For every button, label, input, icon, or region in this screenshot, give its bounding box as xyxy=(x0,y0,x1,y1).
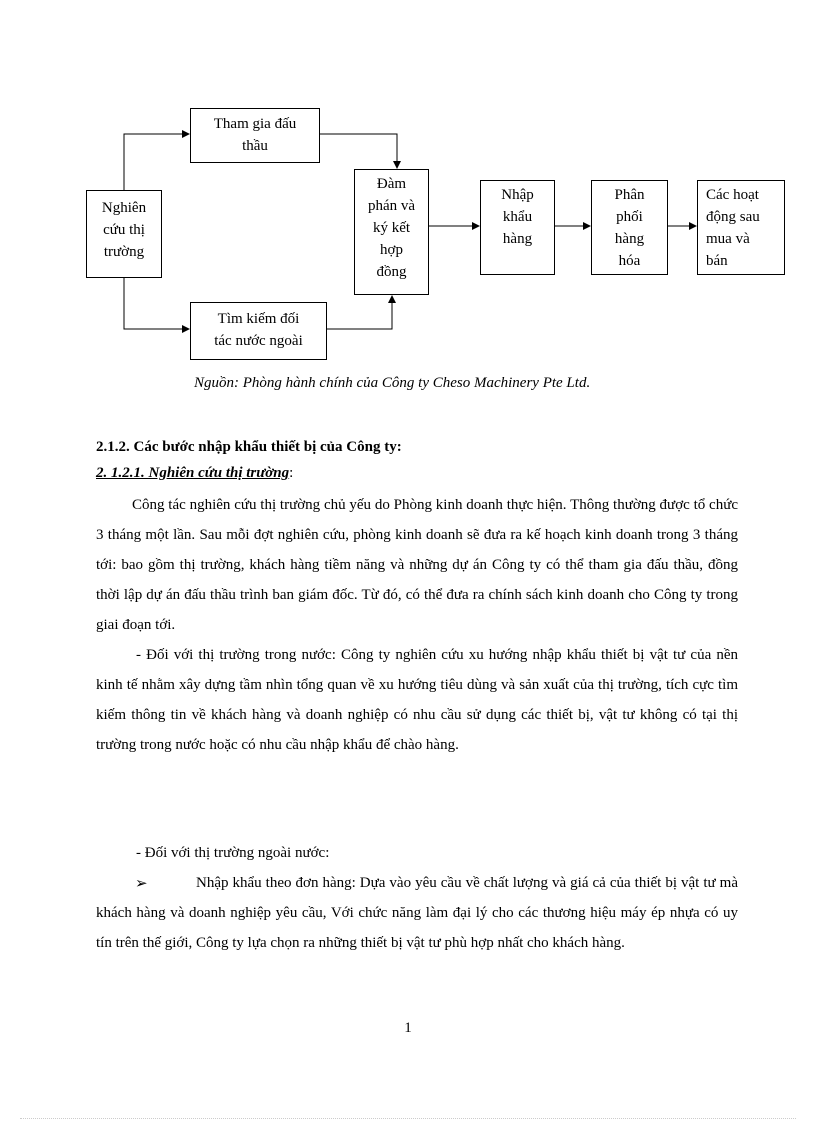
box-after-sales: Các hoạt động sau mua và bán xyxy=(697,180,785,275)
section-heading: 2.1.2. Các bước nhập khẩu thiết bị của Công ty: xyxy=(96,439,402,455)
page-number: 1 xyxy=(404,1020,412,1036)
box-import-goods: Nhập khẩu hàng xyxy=(480,180,555,275)
subsection-heading-colon: : xyxy=(289,465,294,481)
subsection-heading-text: 2. 1.2.1. Nghiên cứu thị trường xyxy=(96,465,290,481)
diagram-caption: Nguồn: Phòng hành chính của Công ty Cheso Machinery Pte Ltd. xyxy=(194,375,591,391)
paragraph-domestic-market: - Đối với thị trường trong nước: Công ty nghiên cứu xu hướng nhập khẩu thiết bị vật tư của nền kinh tế nhằm xây dựng tầm nhìn tổng quan về xu hướng tiêu dùng và sản xuất của thị trường, tích cực tìm kiếm thông tin về khách hàng và doanh nghiệp có nhu cầu sử dụng các thiết bị, vật tư không có tại thị trường trong nước hoặc có nhu cầu nhập khẩu để chào hàng. xyxy=(96,647,738,753)
box-bidding: Tham gia đấu thầu xyxy=(190,108,320,163)
connector-bidding-to-negotiate xyxy=(320,134,397,168)
subsection-heading xyxy=(96,462,293,484)
connector-partner-to-negotiate xyxy=(327,296,392,329)
page-bottom-rule xyxy=(20,1118,796,1119)
box-find-partners: Tìm kiếm đối tác nước ngoài xyxy=(190,302,327,360)
paragraph-market-research: Công tác nghiên cứu thị trường chủ yếu do Phòng kinh doanh thực hiện. Thông thường được tổ chức 3 tháng một lần. Sau mỗi đợt nghiên cứu, phòng kinh doanh sẽ đưa ra kế hoạch kinh doanh trong 3 tháng tới: bao gồm thị trường, khách hàng tiềm năng và những dự án Công ty có thể tham gia đấu thầu, đồng thời lập dự án đấu thầu trình ban giám đốc. Từ đó, có thể đưa ra chính sách kinh doanh cho Công ty trong giai đoạn tới. xyxy=(96,497,738,633)
paragraph-import-by-order: Nhập khẩu theo đơn hàng: Dựa vào yêu cầu về chất lượng và giá cả của thiết bị vật tư mà khách hàng và doanh nghiệp yêu cầu, Với chức năng làm đại lý cho các thương hiệu máy ép nhựa có uy tín trên thế giới, Công ty lựa chọn ra những thiết bị vật tư phù hợp nhất cho khách hàng. xyxy=(96,875,738,951)
paragraph-foreign-market: - Đối với thị trường ngoài nước: xyxy=(136,845,330,861)
connector-research-to-bidding xyxy=(124,134,189,190)
box-market-research: Nghiên cứu thị trường xyxy=(86,190,162,278)
connector-research-to-partner xyxy=(124,278,189,329)
box-distribute-goods: Phân phối hàng hóa xyxy=(591,180,668,275)
arrow-bullet-icon: ➢ xyxy=(135,876,148,892)
box-negotiate-contract: Đàm phán và ký kết hợp đồng xyxy=(354,169,429,295)
